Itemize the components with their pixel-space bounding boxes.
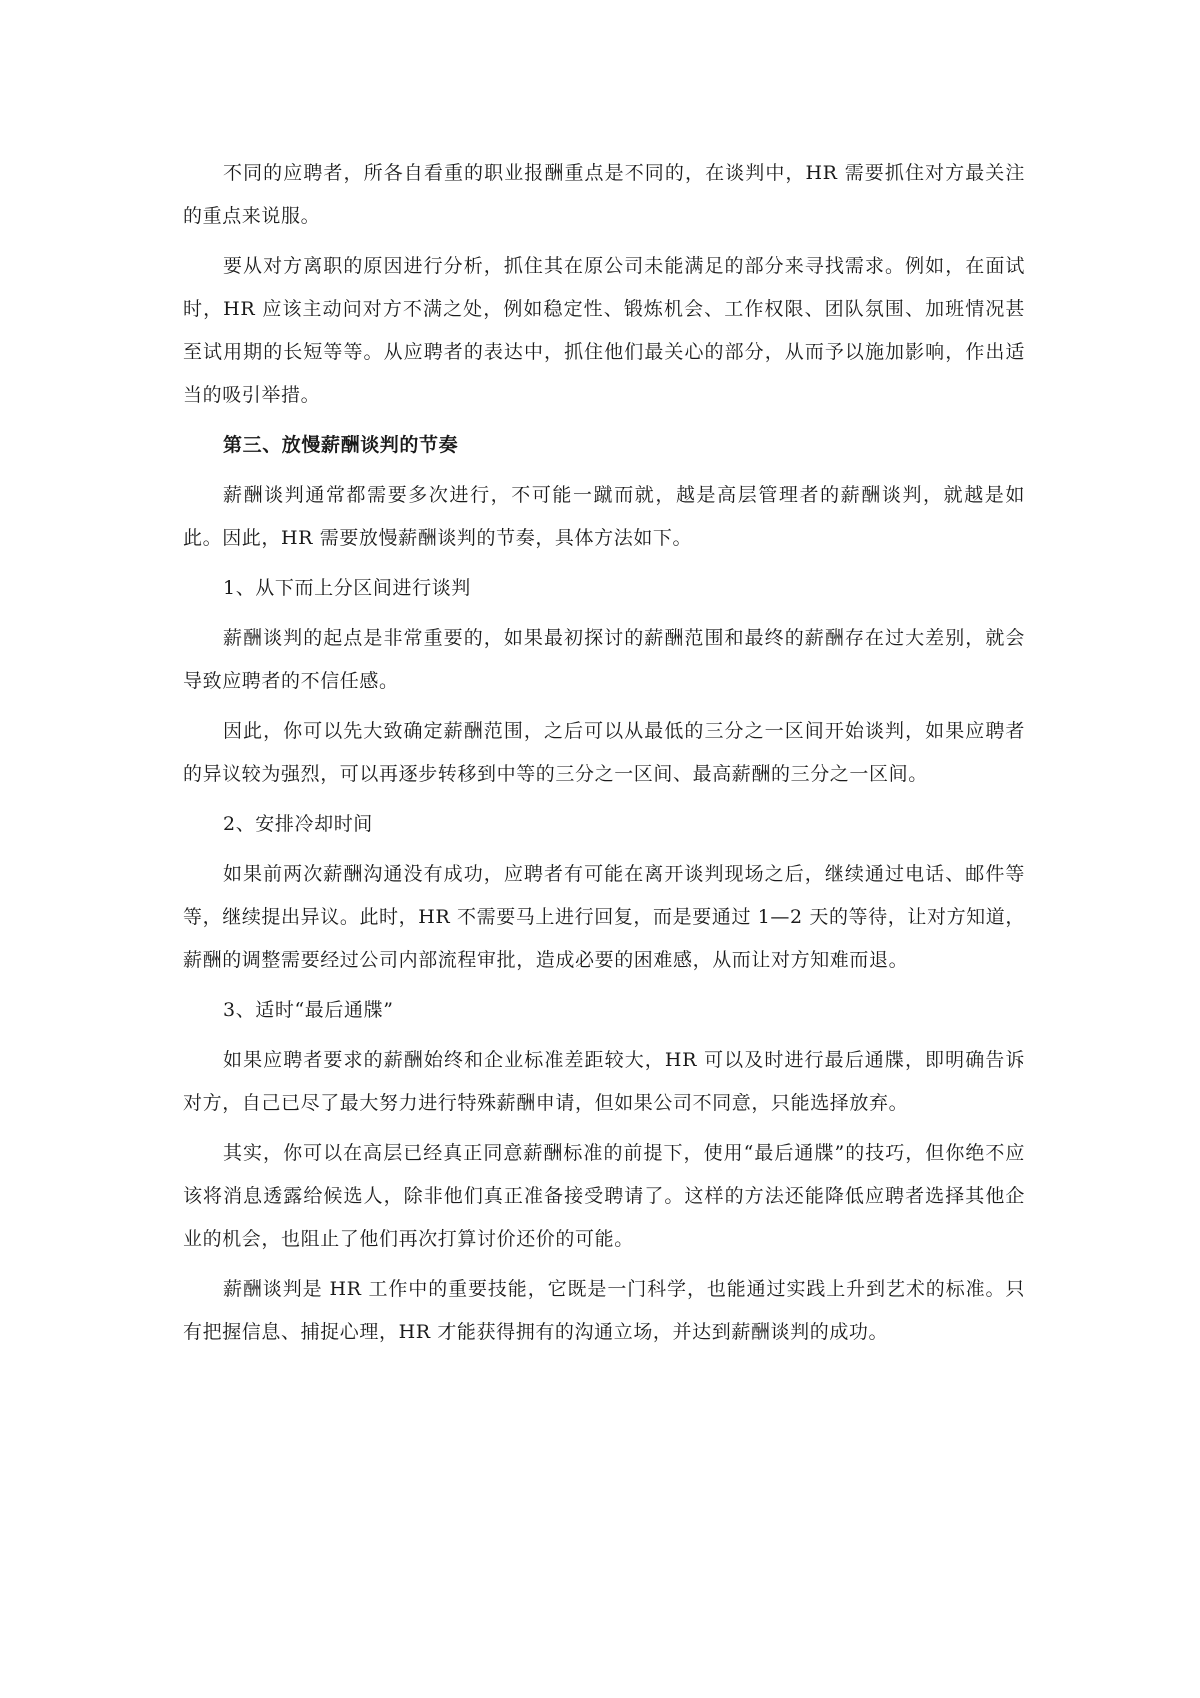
subsection-heading: 1、从下而上分区间进行谈判	[223, 577, 471, 599]
paragraph: 薪酬谈判通常都需要多次进行，不可能一蹴而就，越是高层管理者的薪酬谈判，就越是如此。因此，HR 需要放慢薪酬谈判的节奏，具体方法如下。	[183, 484, 1025, 549]
paragraph: 薪酬谈判的起点是非常重要的，如果最初探讨的薪酬范围和最终的薪酬存在过大差别，就会导致应聘者的不信任感。	[183, 627, 1025, 692]
subsection-heading: 2、安排冷却时间	[223, 813, 373, 835]
subsection-heading: 3、适时“最后通牒”	[223, 999, 394, 1021]
paragraph: 其实，你可以在高层已经真正同意薪酬标准的前提下，使用“最后通牒”的技巧，但你绝不应该将消息透露给候选人，除非他们真正准备接受聘请了。这样的方法还能降低应聘者选择其他企业的机会，也阻止了他们再次打算讨价还价的可能。	[183, 1142, 1025, 1250]
paragraph: 如果应聘者要求的薪酬始终和企业标准差距较大，HR 可以及时进行最后通牒，即明确告诉对方，自己已尽了最大努力进行特殊薪酬申请，但如果公司不同意，只能选择放弃。	[183, 1049, 1025, 1114]
paragraph: 薪酬谈判是 HR 工作中的重要技能，它既是一门科学，也能通过实践上升到艺术的标准。只有把握信息、捕捉心理，HR 才能获得拥有的沟通立场，并达到薪酬谈判的成功。	[183, 1278, 1025, 1343]
paragraph: 如果前两次薪酬沟通没有成功，应聘者有可能在离开谈判现场之后，继续通过电话、邮件等等，继续提出异议。此时，HR 不需要马上进行回复，而是要通过 1—2 天的等待，让对方知道，薪酬的调整需要经过公司内部流程审批，造成必要的困难感，从而让对方知难而退。	[183, 863, 1025, 971]
section-heading: 第三、放慢薪酬谈判的节奏	[223, 434, 459, 456]
paragraph: 要从对方离职的原因进行分析，抓住其在原公司未能满足的部分来寻找需求。例如，在面试时，HR 应该主动问对方不满之处，例如稳定性、锻炼机会、工作权限、团队氛围、加班情况甚至试用期的长短等等。从应聘者的表达中，抓住他们最关心的部分，从而予以施加影响，作出适当的吸引举措。	[183, 255, 1025, 406]
document-body	[183, 152, 1025, 1361]
paragraph: 因此，你可以先大致确定薪酬范围，之后可以从最低的三分之一区间开始谈判，如果应聘者的异议较为强烈，可以再逐步转移到中等的三分之一区间、最高薪酬的三分之一区间。	[183, 720, 1025, 785]
paragraph: 不同的应聘者，所各自看重的职业报酬重点是不同的，在谈判中，HR 需要抓住对方最关注的重点来说服。	[183, 162, 1025, 227]
